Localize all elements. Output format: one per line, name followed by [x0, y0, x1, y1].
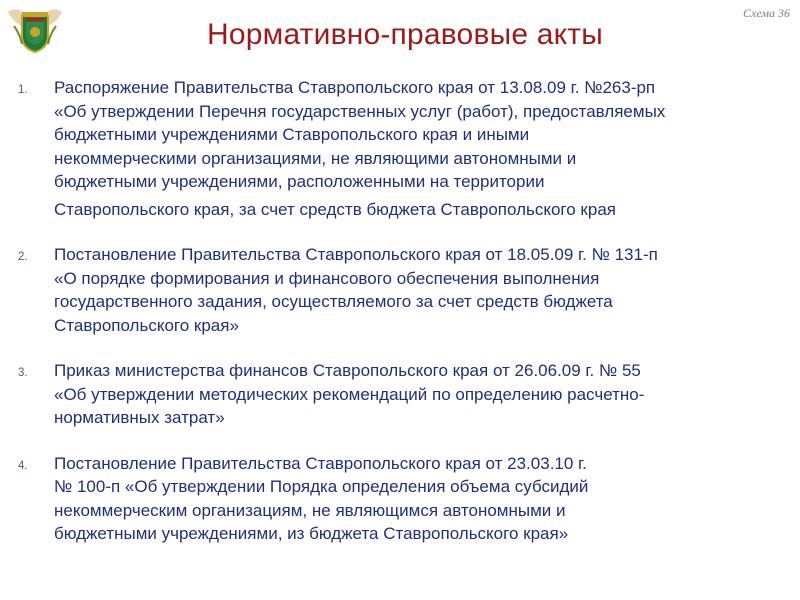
page-title: Нормативно-правовые акты: [206, 18, 604, 51]
item-text-line: Распоряжение Правительства Ставропольского края от 13.08.09 г. №263-рп: [54, 78, 656, 97]
item-number: 3.: [18, 367, 28, 379]
item-text-line: «Об утверждении методических рекомендаций по определению расчетно-: [54, 384, 645, 404]
item-text-line: № 100-п «Об утверждении Порядка определения объема субсидий: [54, 477, 589, 496]
item-text-line: бюджетными учреждениями, из бюджета Ставропольского края»: [54, 524, 569, 543]
acts-list: [18, 76, 788, 568]
item-text-line: нормативных затрат»: [54, 408, 225, 427]
item-text-line: Приказ министерства финансов Ставропольского края от 26.06.09 г. № 55: [54, 361, 641, 380]
item-text-line: Постановление Правительства Ставропольского края от 18.05.09 г. № 131-п: [54, 245, 658, 264]
item-text-line: Постановление Правительства Ставропольского края от 23.03.10 г.: [54, 453, 587, 473]
item-text-line: «О порядке формирования и финансового обеспечения выполнения: [54, 268, 600, 288]
item-text-line: Ставропольского края, за счет средств бюджета Ставропольского края: [54, 199, 616, 219]
item-text-line: некоммерческими организациями, не являющими автономными и: [54, 148, 577, 168]
item-text-line: государственного задания, осуществляемого за счет средств бюджета: [54, 292, 613, 311]
item-text-line: некоммерческим организациям, не являющимся автономными и: [54, 500, 566, 520]
schema-label: Схема 36: [742, 6, 790, 20]
item-text-line: «Об утверждении Перечня государственных услуг (работ), предоставляемых: [54, 101, 666, 121]
item-text-line: Ставропольского края»: [54, 315, 239, 335]
item-text-line: бюджетными учреждениями, расположенными на территории: [54, 172, 545, 191]
list-item: [18, 243, 788, 337]
item-number: 1.: [18, 84, 28, 96]
item-number: 4.: [18, 459, 28, 472]
item-number: 2.: [18, 251, 28, 263]
list-item: [18, 359, 788, 430]
list-item: [18, 76, 788, 221]
list-item: [18, 452, 788, 546]
item-text-line: бюджетными учреждениями Ставропольского края и иными: [54, 125, 530, 144]
